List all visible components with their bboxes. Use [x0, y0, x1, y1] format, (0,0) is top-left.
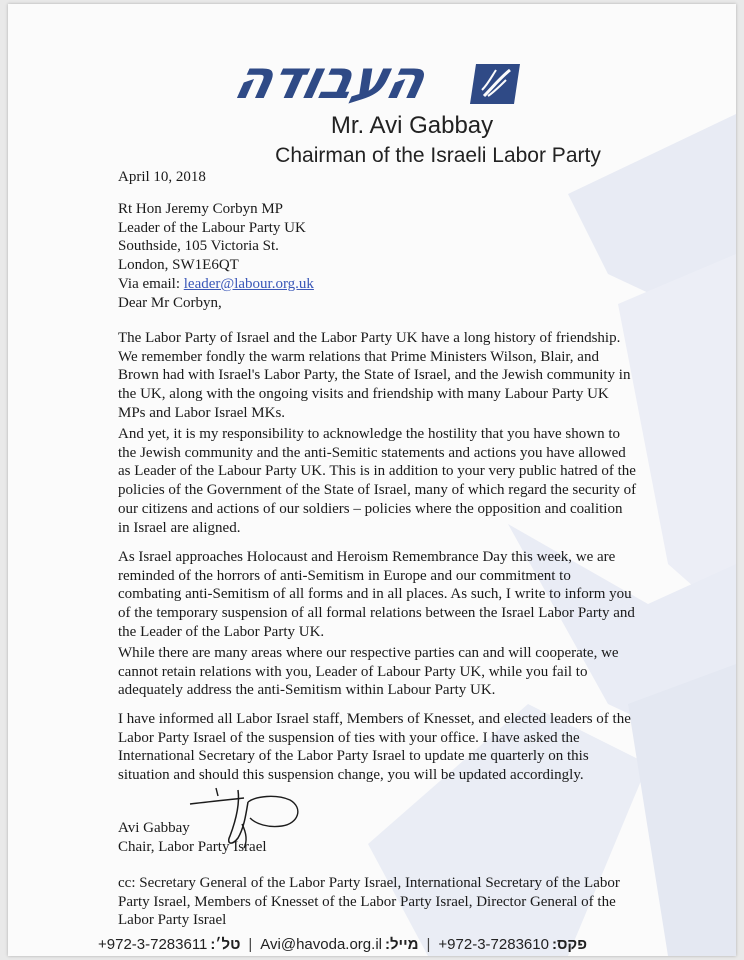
- text-line: cannot retain relations with you, Leader of Labour Party UK, while you fail to: [118, 663, 588, 680]
- footer-divider: |: [248, 935, 253, 953]
- letterhead-title: Chairman of the Israeli Labor Party: [275, 144, 601, 167]
- email-label: Via email:: [118, 275, 184, 292]
- paragraph-3: [118, 548, 718, 642]
- signer-role: Chair, Labor Party Israel: [118, 838, 267, 855]
- text-line: the UK, along with the ongoing visits and friendship with many Labour Party UK: [118, 386, 609, 403]
- paragraph-2: [118, 425, 718, 537]
- text-line: policies of the Government of the State of Israel, many of which regard the security of: [118, 482, 637, 499]
- paragraph-1: [118, 329, 718, 423]
- text-line: As Israel approaches Holocaust and Heroism Remembrance Day this week, we are: [118, 549, 616, 565]
- footer-phone: +972-3-7283611: [98, 935, 208, 953]
- letter-date: April 10, 2018: [118, 169, 206, 185]
- salutation: Dear Mr Corbyn,: [118, 295, 222, 311]
- footer-email[interactable]: Avi@havoda.org.il: [260, 935, 382, 953]
- cc-list: [118, 874, 718, 930]
- recipient-line: London, SW1E6QT: [118, 257, 239, 274]
- paragraph-4: [118, 644, 718, 700]
- text-line: Labor Party Israel of the suspension of ties with your office. I have asked the: [118, 729, 580, 746]
- recipient-line: Rt Hon Jeremy Corbyn MP: [118, 201, 283, 217]
- text-line: MPs and Labor Israel MKs.: [118, 404, 286, 421]
- text-line: Labor Party Israel: [118, 912, 227, 929]
- text-line: The Labor Party of Israel and the Labor Party UK have a long history of friendship.: [118, 330, 621, 346]
- text-line: International Secretary of the Labor Party Israel to update me quarterly on this: [118, 748, 589, 765]
- recipient-email-line: [118, 275, 718, 294]
- recipient-address: [118, 200, 718, 294]
- contact-footer: [98, 932, 718, 956]
- text-line: I have informed all Labor Israel staff, Members of Knesset, and elected leaders of the: [118, 711, 631, 727]
- text-line: adequately address the anti-Semitism within Labour Party UK.: [118, 682, 496, 699]
- signer-name: Avi Gabbay: [118, 820, 190, 836]
- text-line: situation and should this suspension change, you will be updated accordingly.: [118, 767, 584, 784]
- text-line: of the temporary suspension of all formal relations between the Israel Labor Party and: [118, 605, 635, 622]
- footer-email-label: :מייל: [384, 935, 419, 953]
- text-line: cc: Secretary General of the Labor Party Israel, International Secretary of the Labor: [118, 875, 620, 891]
- text-line: the Jewish community and the anti-Semitic statements and actions you have allowed: [118, 444, 626, 461]
- text-line: reminded of the horrors of anti-Semitism in Europe and our commitment to: [118, 567, 571, 584]
- letterhead-name: Mr. Avi Gabbay: [330, 112, 494, 139]
- footer-divider: |: [426, 935, 431, 953]
- recipient-email-link[interactable]: leader@labour.org.uk: [183, 275, 314, 292]
- footer-fax-label: :פקס: [551, 935, 587, 953]
- text-line: combating anti-Semitism of all forms and in all places. As such, I write to inform you: [118, 586, 632, 603]
- recipient-line: Southside, 105 Victoria St.: [118, 238, 279, 255]
- text-line: the Leader of the Labor Party UK.: [118, 623, 325, 640]
- footer-phone-label: :טל׳: [210, 935, 241, 953]
- text-line: Party Israel, Members of Knesset of the Labor Party Israel, Director General of the: [118, 893, 616, 910]
- text-line: in Israel are aligned.: [118, 519, 241, 536]
- text-line: our citizens and actions of our soldiers – policies where the opposition and coalition: [118, 500, 623, 517]
- labor-party-logo: [228, 48, 526, 112]
- signoff: [118, 819, 718, 856]
- letter-page: [8, 4, 736, 956]
- text-line: And yet, it is my responsibility to acknowledge the hostility that you have shown to: [118, 426, 621, 442]
- text-line: Brown had with Israel's Labor Party, the State of Israel, and the Jewish community in: [118, 367, 631, 384]
- logo-wordmark: העבודה: [228, 48, 432, 111]
- text-line: While there are many areas where our respective parties can and will cooperate, we: [118, 645, 619, 661]
- footer-fax: +972-3-7283610: [438, 935, 549, 953]
- recipient-line: Leader of the Labour Party UK: [118, 219, 306, 236]
- paragraph-5: [118, 710, 718, 785]
- text-line: We remember fondly the warm relations that Prime Ministers Wilson, Blair, and: [118, 348, 599, 365]
- text-line: as Leader of the Labour Party UK. This is in addition to your very public hatred of the: [118, 463, 636, 480]
- wheat-icon: [470, 62, 522, 106]
